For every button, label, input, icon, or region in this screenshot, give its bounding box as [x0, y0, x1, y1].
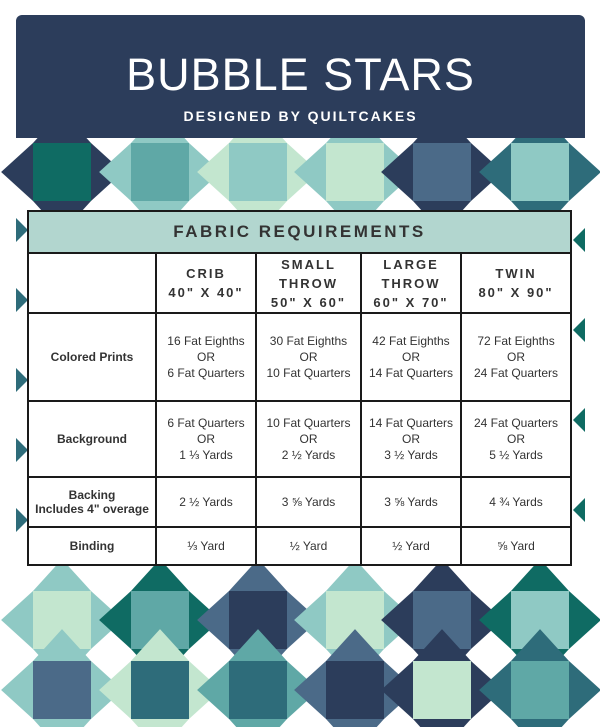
table-cell: ⅓ Yard	[156, 527, 256, 565]
quilt-star-center	[131, 661, 189, 719]
quilt-star-point	[99, 143, 131, 201]
cell-line: 14 Fat Quarters	[368, 366, 454, 380]
table-cell: 4 ¾ Yards	[461, 477, 571, 527]
cell-line: 72 Fat Eighths	[477, 334, 555, 348]
quilt-star-center	[229, 143, 287, 201]
quilt-star-point	[573, 498, 585, 522]
quilt-star-point	[413, 719, 471, 727]
table-cell	[256, 401, 361, 477]
cell-line: 5 ½ Yards	[489, 448, 543, 462]
corner-cell	[28, 253, 156, 313]
quilt-star-point	[294, 143, 326, 201]
row-label: Binding	[28, 527, 156, 565]
cell-line: 6 Fat Quarters	[167, 416, 245, 430]
size-header-twin	[461, 253, 571, 313]
table-cell	[361, 401, 461, 477]
quilt-star-point	[197, 661, 229, 719]
cell-line: 6 Fat Quarters	[167, 366, 245, 380]
quilt-star-point	[1, 661, 33, 719]
pattern-title: BUBBLE STARS	[126, 49, 475, 100]
row-label: Background	[28, 401, 156, 477]
quilt-star-point	[131, 719, 189, 727]
table-cell	[461, 401, 571, 477]
quilt-star-point	[229, 719, 287, 727]
cell-line: 30 Fat Eighths	[269, 334, 348, 348]
cell-line: 14 Fat Quarters	[368, 416, 454, 430]
quilt-star-center	[326, 661, 384, 719]
size-header-small-throw	[256, 253, 361, 313]
cell-line: 24 Fat Quarters	[473, 416, 559, 430]
size-header-crib	[156, 253, 256, 313]
size-name: LARGE	[383, 256, 439, 272]
cell-line: OR	[299, 432, 318, 446]
size-dimensions: 80" X 90"	[478, 285, 554, 300]
table-cell	[461, 313, 571, 401]
size-name: SMALL	[281, 256, 336, 272]
quilt-star-point	[573, 318, 585, 342]
table-cell: ½ Yard	[361, 527, 461, 565]
size-dimensions: 40" X 40"	[168, 285, 244, 300]
size-name: CRIB	[186, 266, 226, 281]
cell-line: OR	[507, 432, 526, 446]
quilt-star-point	[1, 591, 33, 649]
size-name: THROW	[381, 275, 441, 291]
table-row	[28, 477, 571, 527]
table-cell: ⅝ Yard	[461, 527, 571, 565]
size-name: THROW	[278, 275, 339, 291]
table-cell: 2 ½ Yards	[156, 477, 256, 527]
cell-line: OR	[197, 432, 215, 446]
quilt-star-center	[511, 143, 569, 201]
table-cell	[361, 313, 461, 401]
cell-line: 42 Fat Eighths	[372, 334, 450, 348]
cell-line: OR	[402, 350, 420, 364]
quilt-star-center	[413, 661, 471, 719]
quilt-star-point	[294, 591, 326, 649]
cell-line: 2 ½ Yards	[281, 448, 336, 462]
quilt-star-center	[33, 661, 91, 719]
table-cell	[256, 313, 361, 401]
quilt-star-point	[33, 719, 91, 727]
cell-line: OR	[197, 350, 215, 364]
quilt-star-point	[294, 661, 326, 719]
cell-line: 24 Fat Quarters	[473, 366, 559, 380]
quilt-star-center	[326, 143, 384, 201]
size-dimensions: 60" X 70"	[373, 294, 449, 310]
quilt-star-point	[573, 408, 585, 432]
table-cell: 3 ⅝ Yards	[256, 477, 361, 527]
quilt-star-center	[413, 143, 471, 201]
row-label: Colored Prints	[28, 313, 156, 401]
size-name: TWIN	[495, 266, 537, 281]
quilt-star-point	[569, 661, 600, 719]
cell-line: OR	[507, 350, 526, 364]
table-cell: 3 ⅝ Yards	[361, 477, 461, 527]
title-banner	[16, 15, 585, 138]
quilt-star-point	[99, 661, 131, 719]
cell-line: 16 Fat Eighths	[167, 334, 245, 348]
quilt-star-point	[1, 143, 33, 201]
table-cell	[156, 401, 256, 477]
quilt-star-point	[479, 591, 511, 649]
row-label-note: Includes 4" overage	[35, 502, 149, 516]
table-row	[28, 401, 571, 477]
table-row	[28, 313, 571, 401]
designer-credit: DESIGNED BY QUILTCAKES	[183, 108, 418, 124]
table-row	[28, 527, 571, 565]
cell-line: 10 Fat Quarters	[266, 366, 351, 380]
table-caption: FABRIC REQUIREMENTS	[28, 211, 571, 253]
quilt-star-center	[229, 661, 287, 719]
quilt-star-point	[569, 143, 600, 201]
quilt-star-point	[479, 143, 511, 201]
quilt-star-point	[569, 591, 600, 649]
table-cell	[156, 313, 256, 401]
quilt-star-point	[573, 228, 585, 252]
quilt-star-point	[511, 719, 569, 727]
quilt-star-point	[197, 591, 229, 649]
fabric-requirements-table	[27, 210, 572, 566]
cell-line: 1 ⅓ Yards	[179, 448, 233, 462]
row-label-line: Backing	[68, 488, 116, 502]
quilt-star-point	[197, 143, 229, 201]
size-dimensions: 50" X 60"	[270, 294, 347, 310]
cell-line: OR	[402, 432, 420, 446]
quilt-star-center	[33, 143, 91, 201]
table-cell: ½ Yard	[256, 527, 361, 565]
cell-line: OR	[299, 350, 318, 364]
quilt-star-center	[131, 143, 189, 201]
quilt-star-point	[479, 661, 511, 719]
row-label	[28, 477, 156, 527]
cell-line: 10 Fat Quarters	[266, 416, 351, 430]
quilt-star-point	[99, 591, 131, 649]
quilt-star-point	[326, 719, 384, 727]
quilt-star-center	[511, 661, 569, 719]
size-header-large-throw	[361, 253, 461, 313]
cell-line: 3 ½ Yards	[384, 448, 438, 462]
